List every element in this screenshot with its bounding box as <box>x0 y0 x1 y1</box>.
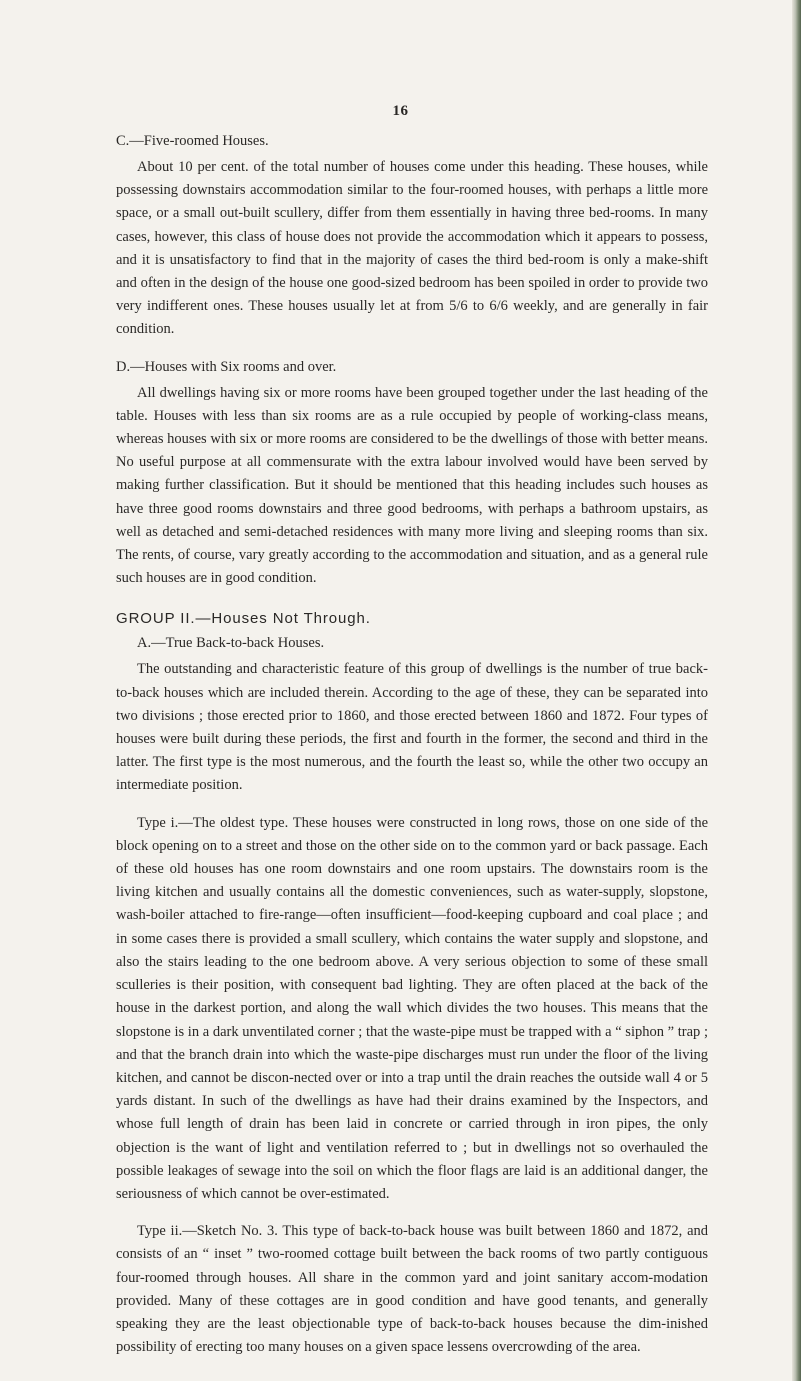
section-a-paragraph: The outstanding and characteristic feature of this group of dwellings is the number of true back-to-back houses which are included therein. According to the age of these, they can be separated into two divisions ; those erected prior to 1860, and those erected between 1860 and 1872. Four types of houses were built during these periods, the first and fourth in the former, the second and third in the latter. The first type is the most numerous, and the fourth the least so, while the other two occupy an intermediate position. <box>116 661 708 794</box>
section-a-heading: A.—True Back-to-back Houses. <box>137 635 325 652</box>
type-ii-paragraph: Type ii.—Sketch No. 3. This type of back-to-back house was built between 1860 and 1872, and consists of an “ inset ” two-roomed cottage built between the back rooms of two partly contiguous four-roomed through houses. All share in the common yard and joint sanitary accom-modation provided. Many of these cottages are in good condition and have good tenants, and generally speaking they are the least objectionable type of back-to-back houses because the dim-inished possibility of erecting too many houses on a given space lessens overcrowding of the area. <box>116 1223 708 1356</box>
page-number: 16 <box>392 103 409 119</box>
section-c-paragraph: About 10 per cent. of the total number of houses come under this heading. These houses, while possessing downstairs accommodation similar to the four-roomed houses, with perhaps a little more space, or a small out-built scullery, differ from them essentially in having three bed-rooms. In many cases, however, this class of house does not provide the accommodation which it appears to possess, and it is unsatisfactory to find that in the majority of cases the third bed-room is only a make-shift and often in the design of the house one good-sized bedroom has been spoiled in order to provide two very indifferent ones. These houses usually let at from 5/6 to 6/6 weekly, and are generally in fair condition. <box>116 159 708 338</box>
document-body <box>116 130 708 1359</box>
section-d-paragraph: All dwellings having six or more rooms have been grouped together under the last heading of the table. Houses with less than six rooms are as a rule occupied by people of working-class means, whereas houses with six or more rooms are considered to be the dwellings of those with better means. No useful purpose at all commensurate with the extra labour involved would have been served by making further classification. But it should be mentioned that this heading includes such houses as have three good rooms downstairs and three good bedrooms, with perhaps a bathroom upstairs, as well as detached and semi-detached residences with many more living and sleeping rooms than six. The rents, of course, vary greatly according to the accommodation and situation, and as a general rule such houses are in good condition. <box>116 384 708 587</box>
section-c-heading: C.—Five-roomed Houses. <box>116 133 269 149</box>
section-d-heading: D.—Houses with Six rooms and over. <box>116 358 337 375</box>
group-ii-heading: GROUP II.—Houses Not Through. <box>116 610 371 628</box>
page-edge-shadow <box>792 0 801 1381</box>
type-i-paragraph: Type i.—The oldest type. These houses were constructed in long rows, those on one side of the block opening on to a street and those on the other side on to the common yard or back passage. Each of these old houses has one room downstairs and one room upstairs. The downstairs room is the living kitchen and usually contains all the domestic conveniences, such as water-supply, slopstone, wash-boiler attached to fire-range—often insufficient—food-keeping cupboard and coal place ; and in some cases there is provided a small scullery, which contains the water supply and slopstone, and also the stairs leading to the one bedroom above. A very serious objection to some of these small sculleries is their position, with consequent bad lighting. They are often placed at the back of the house in the darkest portion, and along the wall which divides the two houses. This means that the slopstone is in a dark unventilated corner ; that the waste-pipe must be trapped with a “ siphon ” trap ; and that the branch drain into which the waste-pipe discharges must run under the floor of the living kitchen, and cannot be discon-nected over or into a trap until the drain reaches the outside wall 4 or 5 yards distant. In such of the dwellings as have had their drains examined by the Inspectors, and whose full length of drain has been laid in concrete or carried through in iron pipes, the only objection is the want of light and ventilation referred to ; but in dwellings not so overhauled the possible leakages of sewage into the soil on which the floor flags are laid is an additional danger, the seriousness of which cannot be over-estimated. <box>116 814 708 1202</box>
